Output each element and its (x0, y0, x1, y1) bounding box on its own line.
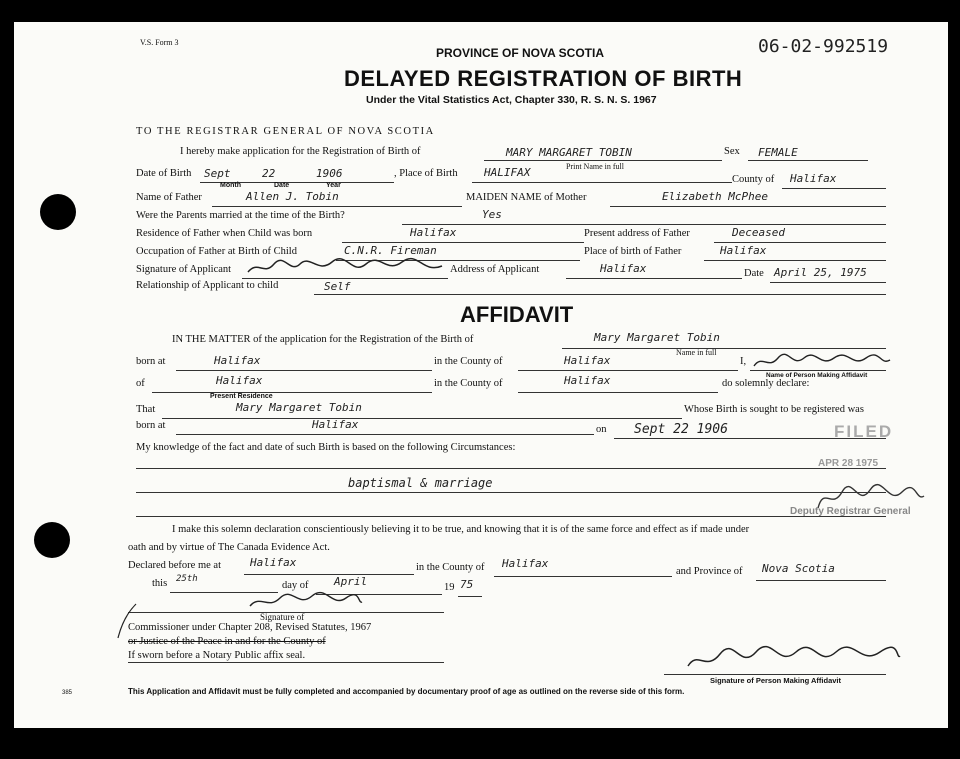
sex-label: Sex (724, 146, 740, 157)
applicant-signature (246, 256, 446, 278)
mother-label: MAIDEN NAME of Mother (466, 192, 587, 203)
knowledge-text: My knowledge of the fact and date of such Birth is based on the following Circumstances: (136, 442, 516, 453)
that-value: Mary Margaret Tobin (236, 401, 362, 414)
day-of-value: April (334, 575, 368, 588)
birth-registration-form (14, 22, 948, 728)
form-subtitle: Under the Vital Statistics Act, Chapter 330, R. S. N. S. 1967 (366, 94, 657, 106)
in-county-label-2: in the County of (434, 378, 503, 389)
day-of-label: day of (282, 580, 309, 591)
married-value: Yes (482, 208, 502, 221)
province-heading: PROVINCE OF NOVA SCOTIA (436, 46, 605, 60)
registration-number: 06-02-992519 (758, 36, 889, 57)
place-birth-value: HALIFAX (484, 166, 531, 179)
sex-value: FEMALE (758, 146, 798, 159)
form-title: DELAYED REGISTRATION OF BIRTH (344, 66, 743, 91)
month-label: Month (220, 182, 241, 189)
relationship-value: Self (324, 280, 351, 293)
father-birthplace-label: Place of birth of Father (584, 246, 682, 257)
matter-text: IN THE MATTER of the application for the Registration of the Birth of (172, 334, 474, 345)
county-value: Halifax (790, 172, 837, 185)
residence-label: Residence of Father when Child was born (136, 228, 313, 239)
date-applied-label: Date (744, 268, 764, 279)
to-registrar: TO THE REGISTRAR GENERAL OF NOVA SCOTIA (136, 126, 435, 137)
year-prefix: 19 (444, 582, 455, 593)
signature-label: Signature of Applicant (136, 264, 232, 275)
occupation-label: Occupation of Father at Birth of Child (136, 246, 297, 257)
name-full-note: Name in full (676, 348, 717, 357)
province-label: and Province of (676, 566, 743, 577)
date-label: Date (274, 182, 290, 189)
this-value: 25th (176, 574, 198, 584)
present-address-value: Deceased (732, 226, 785, 239)
matter-name-value: Mary Margaret Tobin (594, 331, 720, 344)
footer-text: This Application and Affidavit must be fully completed and accompanied by documentary proof of age as outlined on the reverse side of this form. (128, 687, 685, 696)
married-label: Were the Parents married at the time of the Birth? (136, 210, 345, 221)
person-note: Name of Person Making Affidavit (766, 372, 868, 379)
whose-birth-text: Whose Birth is sought to be registered was (684, 404, 864, 415)
affidavit-heading: AFFIDAVIT (460, 302, 574, 327)
father-label: Name of Father (136, 192, 202, 203)
circumstances-value: baptismal & marriage (348, 476, 493, 490)
occupation-value: C.N.R. Fireman (344, 244, 437, 257)
on-value: Sept 22 1906 (634, 422, 728, 437)
born-at-value: Halifax (214, 354, 261, 367)
province-value: Nova Scotia (762, 562, 835, 575)
print-name-note: Print Name in full (566, 162, 624, 171)
punch-hole-top (40, 194, 76, 230)
county-label: County of (732, 174, 775, 185)
year-value: 75 (460, 578, 474, 591)
father-value: Allen J. Tobin (246, 190, 339, 203)
dob-year-value: 1906 (316, 167, 343, 180)
affiant-signature (752, 352, 892, 372)
county-2-value: Halifax (564, 374, 611, 387)
i-label: I, (740, 356, 747, 367)
declared-value: Halifax (250, 556, 297, 569)
residence-value: Halifax (410, 226, 457, 239)
declared-label: Declared before me at (128, 560, 221, 571)
form-label: V.S. Form 3 (140, 38, 179, 47)
of-label: of (136, 378, 145, 389)
commissioner-text: Commissioner under Chapter 208, Revised Statutes, 1967 (128, 622, 372, 633)
address-value: Halifax (600, 262, 647, 275)
commissioner-signature (246, 590, 366, 612)
in-county-label: in the County of (434, 356, 503, 367)
year-label: Year (326, 182, 341, 189)
intro-text: I hereby make application for the Registration of Birth of (180, 146, 421, 157)
declared-county-label: in the County of (416, 562, 485, 573)
date-applied-value: April 25, 1975 (774, 266, 867, 279)
signature-person-note: Signature of Person Making Affidavit (710, 676, 841, 685)
this-label: this (152, 578, 168, 589)
dob-month-value: Sept (204, 167, 231, 180)
mother-value: Elizabeth McPhee (662, 190, 768, 203)
declared-county-value: Halifax (502, 557, 549, 570)
county-value: Halifax (564, 354, 611, 367)
punch-hole-bottom (34, 522, 70, 558)
address-label: Address of Applicant (450, 264, 540, 275)
affiant-signature-bottom (684, 642, 904, 678)
on-label: on (596, 424, 607, 435)
deputy-registrar: Deputy Registrar General (790, 506, 911, 517)
present-address-label: Present address of Father (584, 228, 690, 239)
solemnly-declare: do solemnly declare: (722, 378, 810, 389)
form-code: 385 (62, 690, 73, 696)
notary-text: If sworn before a Notary Public affix seal. (128, 650, 306, 661)
relationship-label: Relationship of Applicant to child (136, 280, 279, 291)
father-birthplace-value: Halifax (720, 244, 767, 257)
that-label: That (136, 404, 156, 415)
filed-stamp: FILED (834, 422, 894, 441)
dob-day-value: 22 (262, 167, 276, 180)
child-name-value: MARY MARGARET TOBIN (506, 146, 632, 159)
born-at-label: born at (136, 356, 166, 367)
signature-of-note: Signature of (260, 612, 305, 622)
of-value: Halifax (216, 374, 263, 387)
declaration-line-2: oath and by virtue of The Canada Evidence Act. (128, 542, 330, 553)
stamp-date: APR 28 1975 (818, 458, 879, 469)
place-birth-label: , Place of Birth (394, 168, 458, 179)
dob-label: Date of Birth (136, 168, 192, 179)
born-at-2-value: Halifax (312, 418, 359, 431)
present-residence-note: Present Residence (210, 393, 273, 400)
justice-text: or Justice of the Peace in and for the County of (128, 636, 326, 647)
born-at-label-2: born at (136, 420, 166, 431)
declaration-line-1: I make this solemn declaration conscientiously believing it to be true, and knowing that it is of the same force and effect as if made under (172, 524, 750, 535)
